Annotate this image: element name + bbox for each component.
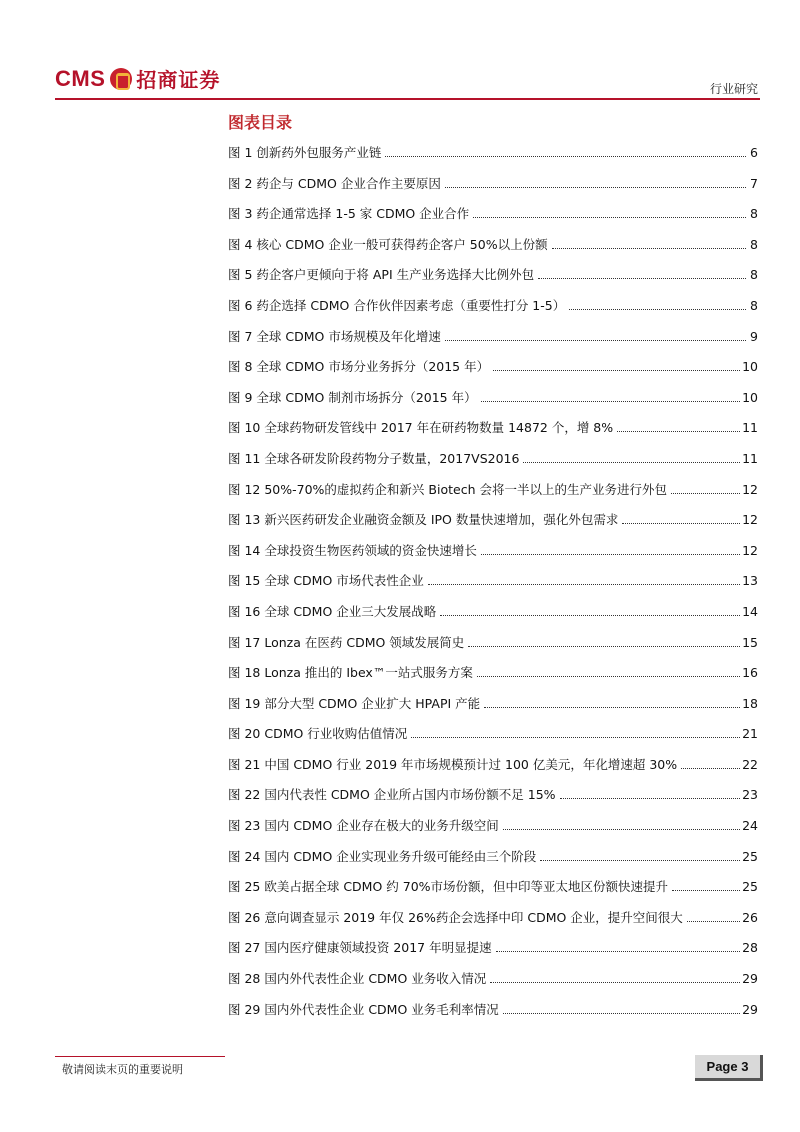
toc-dot-leader [411,737,740,738]
toc-dot-leader [503,829,740,830]
toc-dot-leader [473,217,746,218]
toc-entry-page: 11 [742,450,758,466]
toc-entry-label: 图 2 药企与 CDMO 企业合作主要原因 [228,175,441,191]
toc-dot-leader [560,798,741,799]
toc-entry-label: 图 3 药企通常选择 1-5 家 CDMO 企业合作 [228,206,470,222]
toc-entry[interactable] [228,203,758,234]
toc-entry-label: 图 17 Lonza 在医药 CDMO 领域发展简史 [228,634,465,650]
toc-dot-leader [477,676,740,677]
toc-dot-leader [672,890,740,891]
toc-dot-leader [496,951,740,952]
toc-entry[interactable] [228,907,758,938]
toc-entry[interactable] [228,693,758,724]
toc-dot-leader [538,278,746,279]
toc-entry[interactable] [228,540,758,571]
header-divider [55,98,760,100]
toc-entry-label: 图 5 药企客户更倾向于将 API 生产业务选择大比例外包 [228,267,535,283]
toc-entry-page: 21 [742,726,758,742]
toc-dot-leader [428,584,740,585]
toc-entry-page: 8 [750,267,758,283]
toc-entry-page: 12 [742,481,758,497]
logo-mark-icon [110,68,132,90]
toc-dot-leader [445,187,746,188]
toc-entry-label: 图 1 创新药外包服务产业链 [228,145,382,160]
toc-entry[interactable] [228,142,758,173]
toc-dot-leader [503,1013,740,1014]
toc-entry-page: 10 [742,359,758,375]
toc-entry-page: 12 [742,512,758,528]
toc-entry-label: 图 10 全球药物研发管线中 2017 年在研药物数量 14872 个，增 8% [228,420,614,436]
toc-dot-leader [569,309,746,310]
toc-entry-page: 15 [742,634,758,650]
toc-entry[interactable] [228,846,758,877]
toc-entry-label: 图 6 药企选择 CDMO 合作伙伴因素考虑（重要性打分 1-5） [228,297,566,313]
toc-entry-page: 9 [750,328,758,344]
toc-entry-page: 12 [742,542,758,558]
toc-entry-page: 22 [742,756,758,772]
toc-entry[interactable] [228,264,758,295]
toc-entry[interactable] [228,295,758,326]
toc-entry[interactable] [228,601,758,632]
toc-entry-page: 29 [742,1001,758,1017]
toc-dot-leader [687,921,740,922]
toc-dot-leader [681,768,740,769]
toc-entry[interactable] [228,356,758,387]
toc-list [228,142,758,1029]
toc-entry-label: 图 16 全球 CDMO 企业三大发展战略 [228,603,437,619]
toc-entry-page: 7 [750,175,758,191]
toc-entry-label: 图 12 50%-70%的虚拟药企和新兴 Biotech 会将一半以上的生产业务进行外包 [228,481,667,497]
toc-entry-label: 图 14 全球投资生物医药领域的资金快速增长 [228,542,477,558]
toc-entry-page: 23 [742,787,758,803]
toc-entry-label: 图 24 国内 CDMO 企业实现业务升级可能经由三个阶段 [228,848,537,864]
toc-entry[interactable] [228,234,758,265]
page-number-box: Page 3 [695,1055,763,1081]
toc-dot-leader [484,707,740,708]
toc-title: 图表目录 [228,113,293,132]
toc-entry-page: 24 [742,818,758,834]
toc-entry-page: 28 [742,940,758,956]
toc-entry-page: 8 [750,297,758,313]
toc-entry-label: 图 4 核心 CDMO 企业一般可获得药企客户 50%以上份额 [228,236,548,252]
toc-entry[interactable] [228,754,758,785]
toc-entry-label: 图 29 国内外代表性企业 CDMO 业务毛利率情况 [228,1001,499,1017]
toc-entry-page: 11 [742,420,758,436]
toc-entry[interactable] [228,479,758,510]
toc-entry-label: 图 13 新兴医药研发企业融资金额及 IPO 数量快速增加，强化外包需求 [228,512,619,528]
toc-entry-page: 29 [742,971,758,987]
toc-entry[interactable] [228,937,758,968]
toc-entry-label: 图 25 欧美占据全球 CDMO 约 70%市场份额，但中印等亚太地区份额快速提升 [228,879,669,895]
toc-entry-label: 图 27 国内医疗健康领域投资 2017 年明显提速 [228,940,492,956]
toc-entry-page: 13 [742,573,758,589]
toc-entry[interactable] [228,570,758,601]
toc-dot-leader [385,156,746,157]
toc-dot-leader [671,493,740,494]
toc-entry-page: 10 [742,389,758,405]
toc-entry-label: 图 22 国内代表性 CDMO 企业所占国内市场份额不足 15% [228,787,556,803]
toc-entry[interactable] [228,876,758,907]
toc-entry-label: 图 28 国内外代表性企业 CDMO 业务收入情况 [228,971,487,987]
toc-entry-label: 图 21 中国 CDMO 行业 2019 年市场规模预计过 100 亿美元，年化增速超 30% [228,756,678,772]
toc-entry[interactable] [228,326,758,357]
toc-dot-leader [540,860,740,861]
footer-note: 敬请阅读末页的重要说明 [62,1063,183,1076]
toc-dot-leader [440,615,740,616]
toc-dot-leader [481,554,740,555]
toc-entry-page: 26 [742,909,758,925]
toc-entry-page: 14 [742,603,758,619]
toc-entry[interactable] [228,417,758,448]
toc-dot-leader [617,431,740,432]
toc-entry-page: 16 [742,665,758,681]
toc-entry-label: 图 9 全球 CDMO 制剂市场拆分（2015 年） [228,389,477,405]
toc-entry-label: 图 18 Lonza 推出的 Ibex™一站式服务方案 [228,665,473,681]
toc-entry[interactable] [228,815,758,846]
logo-cms-text: CMS [55,65,106,91]
toc-entry[interactable] [228,723,758,754]
toc-dot-leader [622,523,740,524]
toc-entry-label: 图 11 全球各研发阶段药物分子数量，2017VS2016 [228,450,520,466]
toc-entry[interactable] [228,999,758,1030]
toc-dot-leader [468,646,740,647]
toc-entry-label: 图 7 全球 CDMO 市场规模及年化增速 [228,328,441,344]
toc-dot-leader [445,340,746,341]
toc-entry-label: 图 26 意向调查显示 2019 年仅 26%药企会选择中印 CDMO 企业，提升空间很大 [228,909,683,925]
section-label: 行业研究 [709,82,758,96]
toc-entry[interactable] [228,968,758,999]
logo-chinese-text: 招商证券 [136,68,221,92]
toc-entry[interactable] [228,509,758,540]
company-logo [55,64,220,93]
toc-entry-page: 8 [750,236,758,252]
toc-dot-leader [523,462,740,463]
page-header [55,62,760,102]
toc-entry-page: 18 [742,695,758,711]
toc-entry[interactable] [228,632,758,663]
toc-entry[interactable] [228,387,758,418]
toc-entry-page: 6 [750,145,758,160]
toc-entry-page: 8 [750,206,758,222]
toc-dot-leader [493,370,740,371]
toc-entry-page: 25 [742,848,758,864]
toc-entry[interactable] [228,784,758,815]
toc-entry-label: 图 15 全球 CDMO 市场代表性企业 [228,573,424,589]
toc-entry-label: 图 8 全球 CDMO 市场分业务拆分（2015 年） [228,359,490,375]
toc-entry-page: 25 [742,879,758,895]
toc-entry-label: 图 20 CDMO 行业收购估值情况 [228,726,408,742]
toc-dot-leader [490,982,740,983]
toc-entry[interactable] [228,173,758,204]
toc-entry[interactable] [228,662,758,693]
footer-divider [55,1056,225,1057]
toc-entry[interactable] [228,448,758,479]
toc-entry-label: 图 23 国内 CDMO 企业存在极大的业务升级空间 [228,818,499,834]
toc-dot-leader [481,401,740,402]
toc-dot-leader [552,248,746,249]
toc-entry-label: 图 19 部分大型 CDMO 企业扩大 HPAPI 产能 [228,695,481,711]
